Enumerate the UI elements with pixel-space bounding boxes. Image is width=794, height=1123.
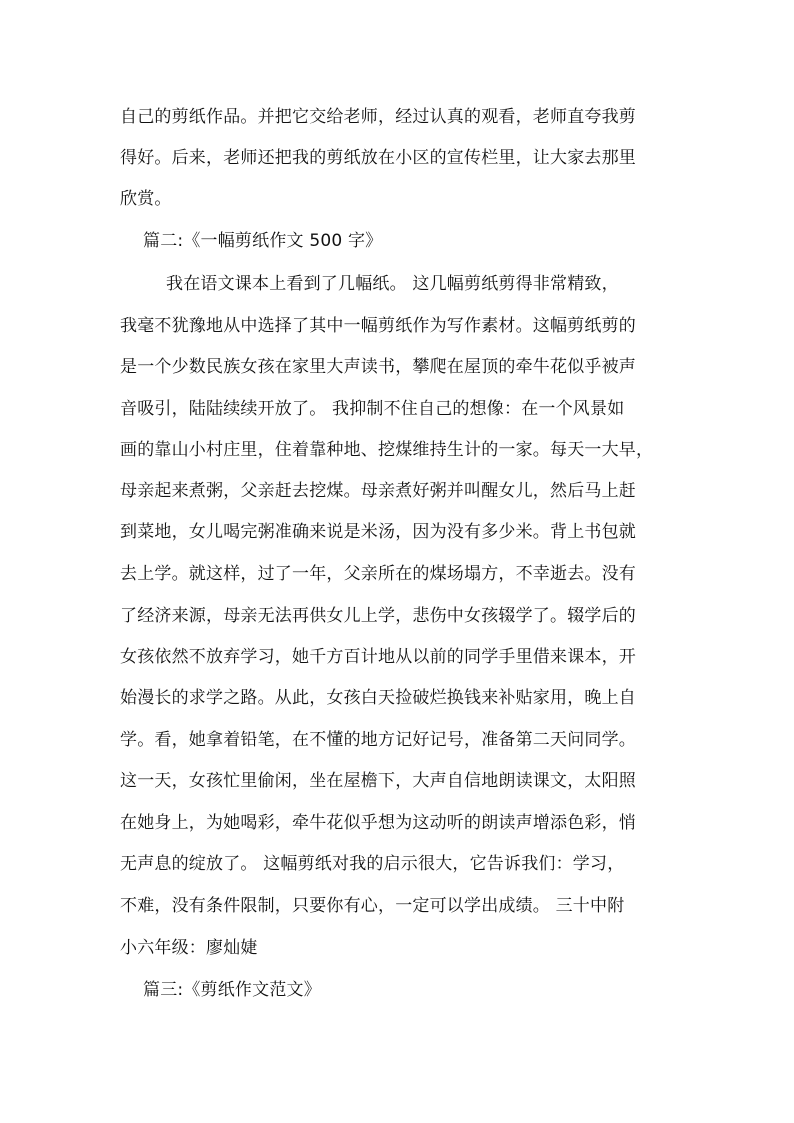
section-heading: 篇二:《一幅剪纸作文 500 字》 [143,231,383,251]
body-line: 欣赏。 [120,189,172,209]
body-line: 女孩依然不放弃学习，她千方百计地从以前的同学手里借来课本，开 [120,647,636,667]
body-line: 小六年级：廖灿婕 [120,938,258,958]
body-line: 学。看，她拿着铅笔，在不懂的地方记好记号，准备第二天问同学。 [120,730,636,750]
body-line: 不难，没有条件限制，只要你有心，一定可以学出成绩。 三十中附 [120,896,625,916]
body-line: 我在语文课本上看到了几幅纸。 这几幅剪纸剪得非常精致， [166,274,619,294]
body-line: 到菜地，女儿喝完粥准确来说是米汤，因为没有多少米。背上书包就 [120,522,636,542]
body-line: 得好。后来，老师还把我的剪纸放在小区的宣传栏里，让大家去那里 [120,148,636,168]
body-line: 母亲起来煮粥，父亲赶去挖煤。母亲煮好粥并叫醒女儿，然后马上赶 [120,481,636,501]
body-line: 去上学。就这样，过了一年，父亲所在的煤场塌方，不幸逝去。没有 [120,564,636,584]
body-line: 了经济来源，母亲无法再供女儿上学，悲伤中女孩辍学了。辍学后的 [120,606,636,626]
body-line: 音吸引，陆陆续续开放了。 我抑制不住自己的想像：在一个风景如 [120,399,625,419]
body-line: 这一天，女孩忙里偷闲，坐在屋檐下，大声自信地朗读课文，太阳照 [120,771,636,791]
body-line: 在她身上，为她喝彩，牵牛花似乎想为这动听的朗读声增添色彩，悄 [120,813,636,833]
body-line: 自己的剪纸作品。并把它交给老师，经过认真的观看，老师直夸我剪 [120,107,636,127]
body-line: 无声息的绽放了。 这幅剪纸对我的启示很大，它告诉我们：学习， [120,854,625,874]
body-line: 始漫长的求学之路。从此，女孩白天捡破烂换钱来补贴家用，晚上自 [120,688,636,708]
body-line: 我毫不犹豫地从中选择了其中一幅剪纸作为写作素材。这幅剪纸剪的 [120,316,636,336]
body-line: 画的靠山小村庄里，住着靠种地、挖煤维持生计的一家。每天一大早， [120,440,654,460]
section-heading: 篇三:《剪纸作文范文》 [143,980,321,1000]
body-line: 是一个少数民族女孩在家里大声读书，攀爬在屋顶的牵牛花似乎被声 [120,357,636,377]
